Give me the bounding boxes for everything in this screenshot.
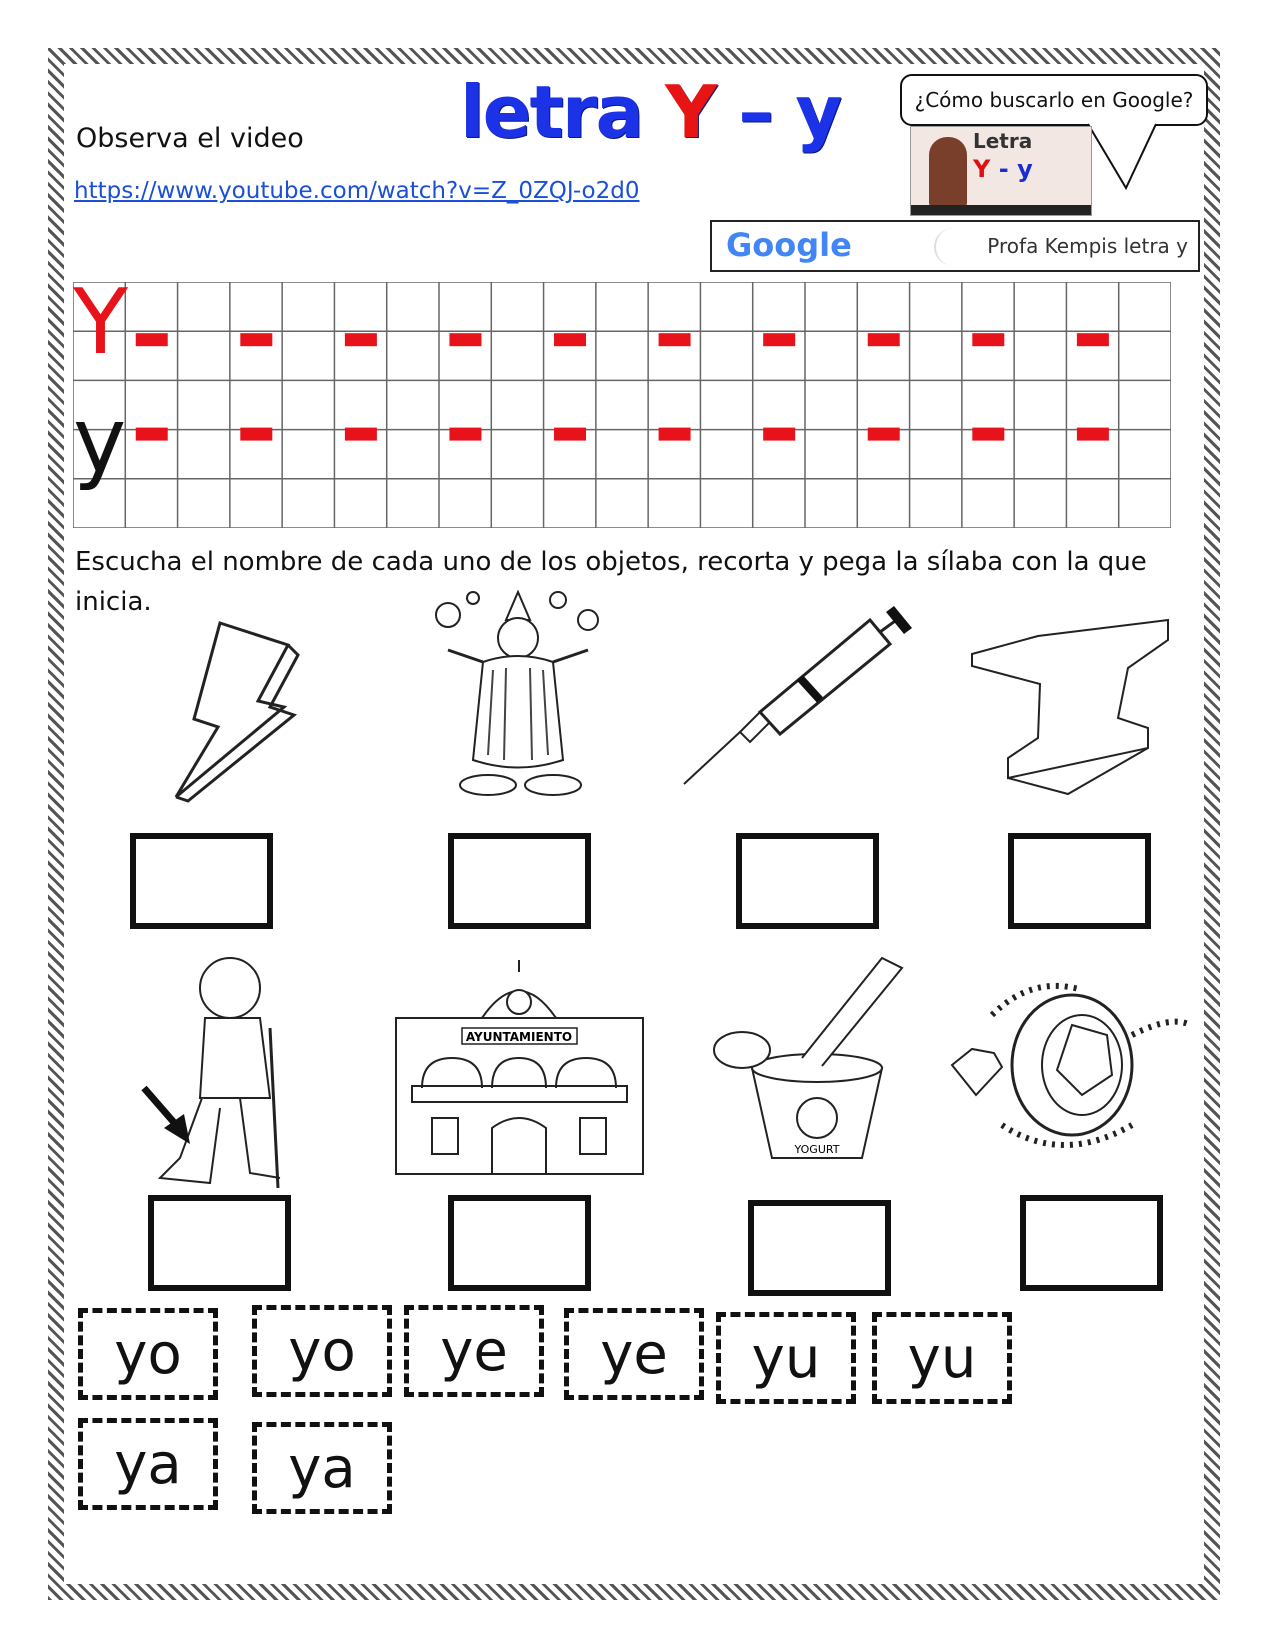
answer-box-1[interactable]: [130, 833, 273, 929]
search-divider: [934, 228, 976, 266]
trace-dash-upper: [345, 333, 377, 346]
trace-dash-lower: [345, 428, 377, 441]
trace-dash-upper: [972, 333, 1004, 346]
answer-box-4[interactable]: [1008, 833, 1151, 929]
trace-dash-lower: [1077, 428, 1109, 441]
title-separator: –: [715, 70, 796, 154]
trace-dash-upper: [659, 333, 691, 346]
trace-dash-upper: [449, 333, 481, 346]
syllable-card[interactable]: yo: [252, 1305, 392, 1397]
answer-box-8[interactable]: [1020, 1195, 1163, 1291]
teacher-avatar-icon: [929, 137, 967, 207]
jewelry-icon: [932, 975, 1192, 1155]
answer-box-3[interactable]: [736, 833, 879, 929]
bubble-text: ¿Cómo buscarlo en Google?: [914, 88, 1194, 112]
trace-dash-upper: [240, 333, 272, 346]
town-hall-icon: [392, 958, 647, 1178]
answer-box-5[interactable]: [148, 1195, 291, 1291]
video-controls-bar: [911, 205, 1091, 215]
answer-box-2[interactable]: [448, 833, 591, 929]
yogurt-label: YOGURT: [794, 1143, 840, 1156]
thumb-title: Letra: [973, 129, 1033, 153]
thumb-sep: -: [990, 155, 1018, 183]
trace-dash-upper: [868, 333, 900, 346]
trace-dash-lower: [868, 428, 900, 441]
syllable-card[interactable]: yo: [78, 1308, 218, 1400]
town-hall-sign: AYUNTAMIENTO: [465, 1030, 573, 1044]
observe-label: Observa el video: [76, 123, 304, 154]
video-thumbnail[interactable]: [910, 126, 1092, 216]
trace-dash-lower: [136, 428, 168, 441]
trace-dash-lower: [763, 428, 795, 441]
grid-lines: [73, 282, 1171, 528]
syllable-card[interactable]: yu: [716, 1312, 856, 1404]
trace-letter-upper: Y: [73, 270, 128, 375]
lightning-icon: [160, 615, 310, 805]
trace-dash-lower: [554, 428, 586, 441]
google-logo: Google: [726, 226, 852, 264]
bubble-tail-icon: [1086, 122, 1166, 194]
syllable-card[interactable]: ye: [564, 1308, 704, 1400]
answer-box-6[interactable]: [448, 1195, 591, 1291]
cast-leg-icon: [140, 948, 290, 1193]
trace-letter-lower: y: [73, 388, 127, 493]
video-link[interactable]: https://www.youtube.com/watch?v=Z_0ZQJ-o2d0: [74, 178, 640, 204]
trace-dash-lower: [449, 428, 481, 441]
anvil-icon: [968, 608, 1178, 798]
thumb-lower: y: [1017, 155, 1033, 183]
trace-dash-upper: [554, 333, 586, 346]
trace-dash-lower: [659, 428, 691, 441]
title-prefix: letra: [460, 70, 666, 154]
thumb-letters: [973, 155, 1033, 183]
trace-dash-lower: [240, 428, 272, 441]
title-upper-letter: Y: [665, 70, 716, 154]
syringe-icon: [680, 600, 920, 790]
thumb-upper: Y: [973, 155, 991, 183]
syllable-card[interactable]: yu: [872, 1312, 1012, 1404]
speech-bubble: [900, 74, 1208, 126]
trace-dash-upper: [1077, 333, 1109, 346]
page-title: [460, 70, 840, 154]
trace-dash-upper: [763, 333, 795, 346]
answer-box-7[interactable]: [748, 1200, 891, 1296]
google-search-bar: [710, 220, 1200, 272]
tracing-grid: [73, 270, 1171, 528]
clown-icon: [428, 590, 608, 800]
trace-dash-lower: [972, 428, 1004, 441]
yogurt-icon: [712, 948, 912, 1168]
instructions: Escucha el nombre de cada uno de los objetos, recorta y pega la sílaba con la que inicia.: [75, 547, 1147, 617]
syllable-card[interactable]: ye: [404, 1305, 544, 1397]
trace-dash-upper: [136, 333, 168, 346]
syllable-card[interactable]: ya: [252, 1422, 392, 1514]
syllable-card[interactable]: ya: [78, 1418, 218, 1510]
title-lower-letter: y: [795, 70, 841, 154]
search-query: Profa Kempis letra y: [987, 234, 1188, 258]
